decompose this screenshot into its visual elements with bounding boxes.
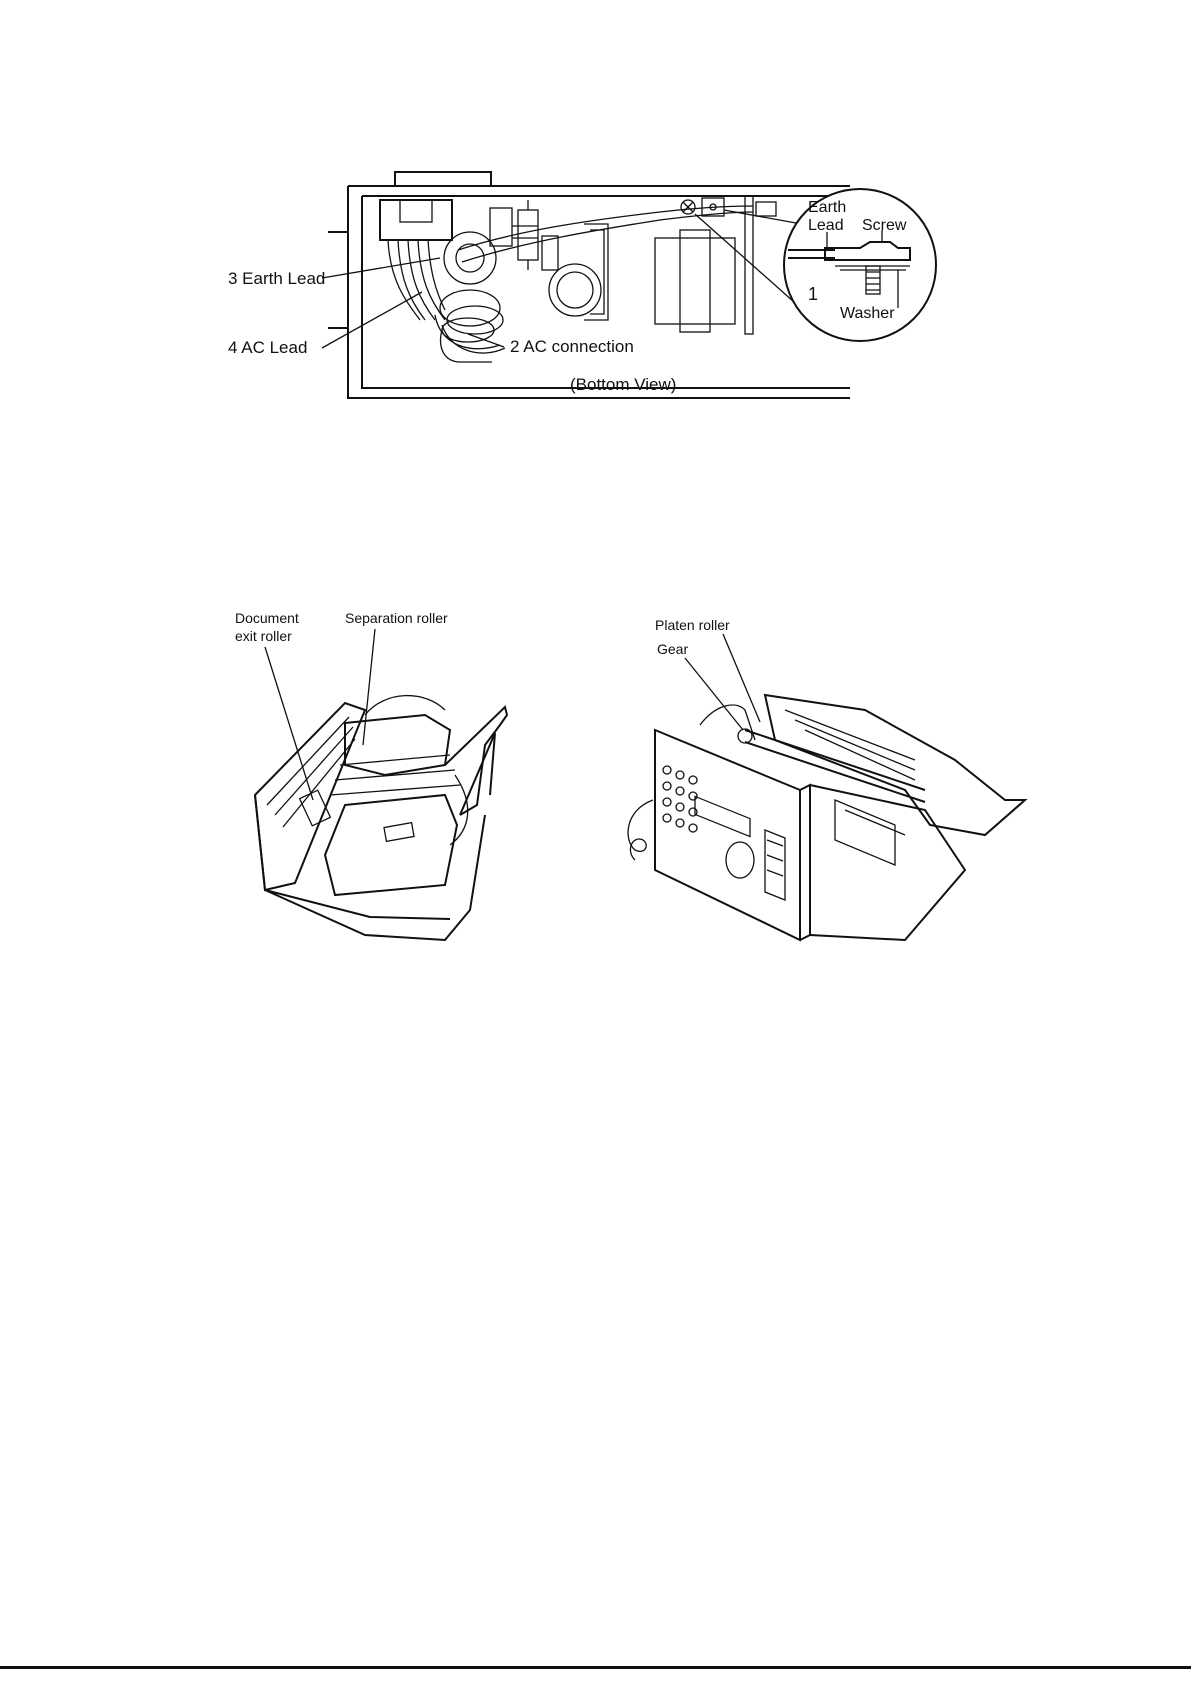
separation-roller-label: Separation roller: [345, 610, 448, 626]
bottom-view-wiring-figure: [230, 170, 1010, 430]
ac-connection-label: 2 AC connection: [510, 337, 634, 356]
ac-connection-leader: [468, 334, 504, 347]
platen-roller-drawing: [605, 617, 1025, 970]
bottom-view-diagram: [230, 170, 1010, 430]
document-exit-roller-label-1: Document: [235, 610, 299, 626]
detail-washer-label: Washer: [840, 305, 895, 322]
earth-lead-label: 3 Earth Lead: [228, 269, 326, 288]
platen-roller-label: Platen roller: [655, 617, 730, 633]
ac-lead-label: 4 AC Lead: [228, 338, 308, 357]
gear-leader: [685, 658, 743, 730]
detail-step-number: 1: [808, 284, 819, 304]
keypad: [663, 766, 697, 832]
ac-lead-leader: [322, 292, 422, 348]
fax-body-outline: [255, 795, 485, 940]
document-exit-roller-label-2: exit roller: [235, 628, 292, 644]
detail-lead-label: Lead: [808, 217, 844, 234]
detail-screw-label: Screw: [862, 217, 907, 234]
detail-earth-label: Earth: [808, 199, 847, 216]
separation-roller-leader: [363, 629, 375, 745]
document-roller-figure: [235, 610, 545, 955]
platen-roller-leader: [723, 634, 760, 722]
gear-label: Gear: [657, 641, 689, 657]
platen-roller-figure: [605, 617, 1025, 970]
handset-cord: [628, 800, 653, 860]
platen-roller: [745, 730, 925, 790]
page-bottom-rule: [0, 1666, 1191, 1669]
document-roller-drawing: [235, 610, 545, 955]
gear-icon: [738, 729, 752, 743]
open-lid: [255, 703, 365, 890]
bottom-view-caption: (Bottom View): [570, 375, 677, 394]
